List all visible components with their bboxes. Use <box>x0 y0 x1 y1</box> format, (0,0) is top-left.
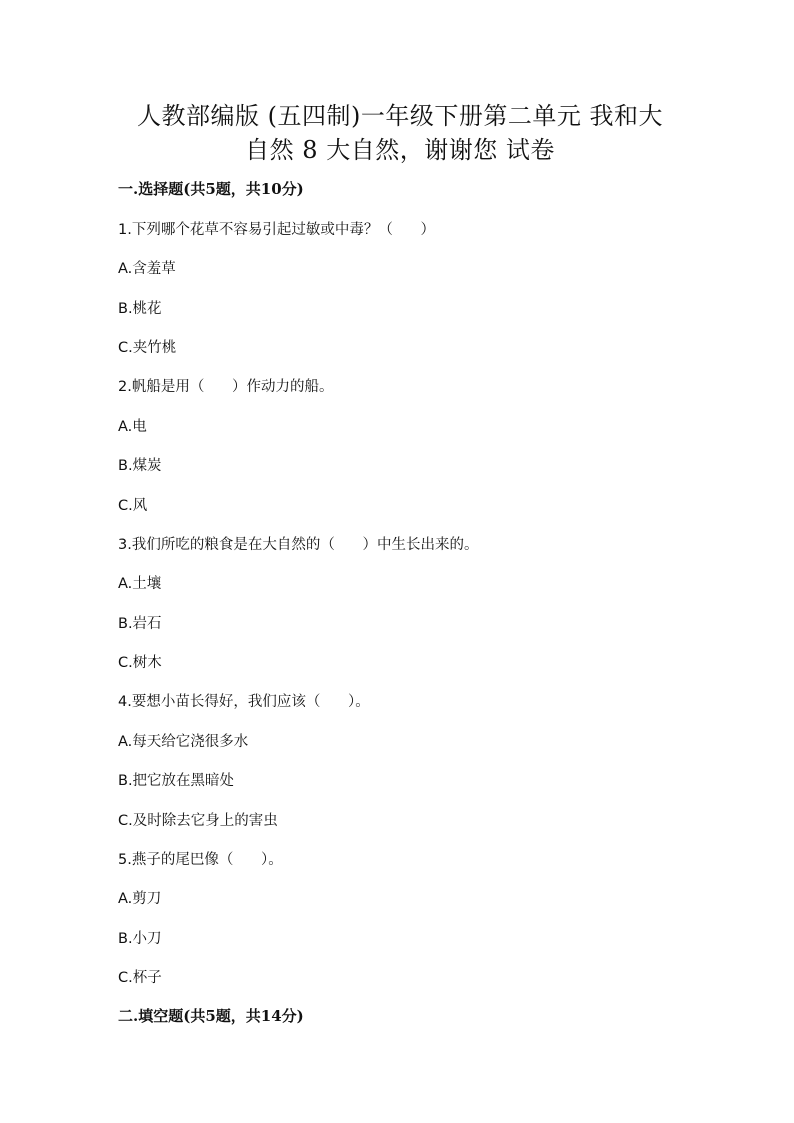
question-4-option-b: B.把它放在黑暗处 <box>118 773 235 789</box>
page-title-line-2: 自然 8 大自然，谢谢您 试卷 <box>245 136 555 164</box>
question-3-option-b: B.岩石 <box>118 616 162 632</box>
page-title-line-1: 人教部编版 (五四制)一年级下册第二单元 我和大 <box>137 102 663 130</box>
question-5-option-a: A.剪刀 <box>118 891 162 907</box>
question-5-option-c: C.杯子 <box>118 970 162 986</box>
question-1-option-c: C.夹竹桃 <box>118 340 177 356</box>
question-2-option-c: C.风 <box>118 498 148 514</box>
question-4-option-a: A.每天给它浇很多水 <box>118 734 249 750</box>
question-3-option-a: A.土壤 <box>118 576 162 592</box>
question-4-stem: 4.要想小苗长得好，我们应该（ ）。 <box>118 694 370 710</box>
question-5-option-b: B.小刀 <box>118 931 162 947</box>
question-3-option-c: C.树木 <box>118 655 162 671</box>
question-1-option-a: A.含羞草 <box>118 261 176 277</box>
question-5-stem: 5.燕子的尾巴像（ ）。 <box>118 852 283 868</box>
section-heading-fill-in: 二.填空题(共5题，共14分) <box>118 1007 304 1025</box>
question-1-stem: 1.下列哪个花草不容易引起过敏或中毒？（ ） <box>118 222 435 238</box>
question-2-option-b: B.煤炭 <box>118 458 162 474</box>
question-2-option-a: A.电 <box>118 419 147 435</box>
question-1-option-b: B.桃花 <box>118 301 162 317</box>
question-4-option-c: C.及时除去它身上的害虫 <box>118 813 278 829</box>
question-3-stem: 3.我们所吃的粮食是在大自然的（ ）中生长出来的。 <box>118 537 479 553</box>
question-2-stem: 2.帆船是用（ ）作动力的船。 <box>118 379 334 395</box>
section-heading-choice: 一.选择题(共5题，共10分) <box>118 180 304 198</box>
